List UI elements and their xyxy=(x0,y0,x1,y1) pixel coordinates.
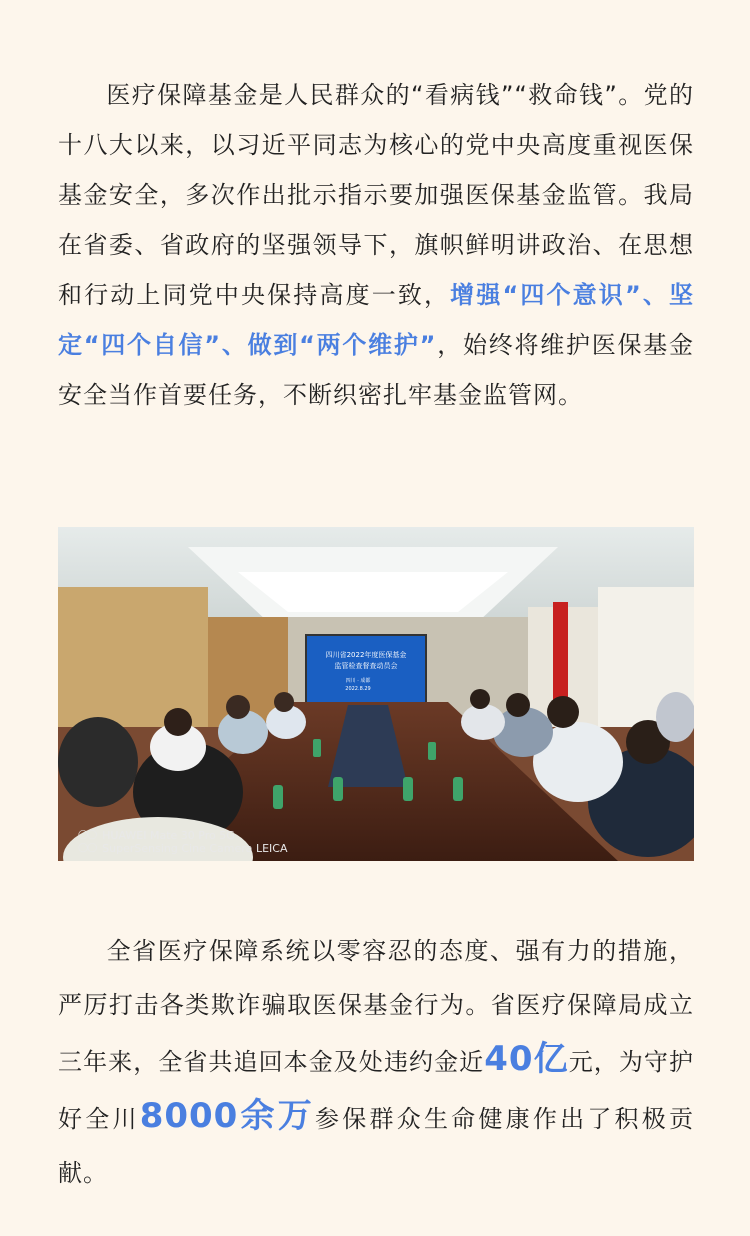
intro-text-b: ，始终将维护医保基金安全当作首要任务，不断织密扎牢基金监管网。 xyxy=(58,331,694,409)
results-text-c: 参保群众生命健康作出了积极贡献。 xyxy=(58,1105,695,1187)
screen-title-1: 四川省2022年度医保基金 xyxy=(325,651,407,659)
intro-text-a: 医疗保障基金是人民群众的“看病钱”“救命钱”。党的十八大以来，以习近平同志为核心的党中央高度重视医保基金安全，多次作出批示指示要加强医保基金监管。我局在省委、省政府的坚强领导下，旗帜鲜明讲政治、在思想和行动上同党中央保持高度一致， xyxy=(58,81,694,309)
recovered-amount: 40亿 xyxy=(484,1039,569,1079)
watermark-model: HUAWEI Mate 30 Pro 5G xyxy=(102,829,235,842)
results-paragraph xyxy=(58,924,694,1200)
meeting-room-illustration xyxy=(58,527,694,861)
intro-paragraph xyxy=(58,70,694,420)
meeting-photo xyxy=(58,527,694,861)
screen-location: 四川 · 成都 xyxy=(345,678,371,684)
watermark-camera: SuperSensing Cine Camera LEICA xyxy=(102,842,288,855)
camera-watermark: ◯◯ HUAWEI Mate 30 Pro 5G ◯◯ SuperSensing Cine Camera LEICA xyxy=(78,829,288,855)
screen-title-2: 监管检查督查动员会 xyxy=(334,662,398,670)
insured-population: 8000余万 xyxy=(139,1096,316,1136)
results-text-a: 全省医疗保障系统以零容忍的态度、强有力的措施，严厉打击各类欺诈骗取医保基金行为。省医疗保障局成立三年来，全省共追回本金及处违约金近 xyxy=(58,937,694,1076)
results-text-b: 元，为守护好全川 xyxy=(58,1048,694,1133)
screen-date: 2022.8.29 xyxy=(345,686,371,692)
intro-highlight: 增强“四个意识”、坚定“四个自信”、做到“两个维护” xyxy=(58,281,695,359)
